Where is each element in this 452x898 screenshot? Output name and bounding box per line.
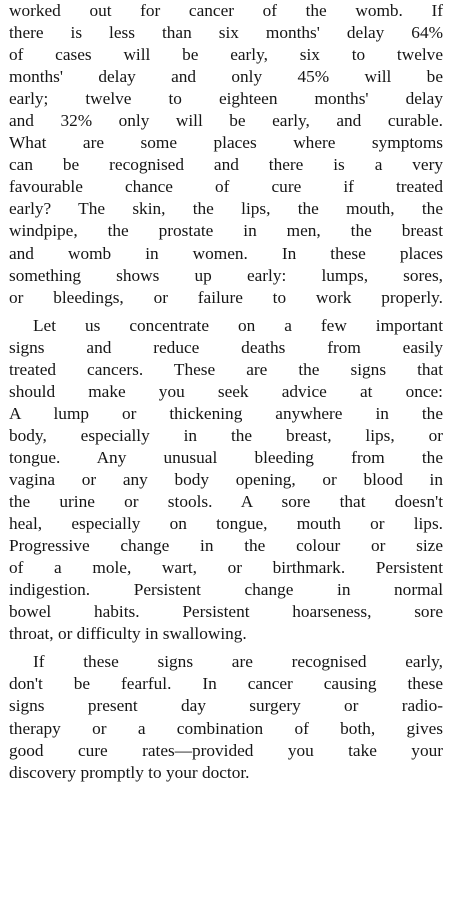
- text-line: tongue. Any unusual bleeding from the: [9, 447, 443, 467]
- text-line: body, especially in the breast, lips, or: [9, 425, 443, 445]
- text-line: discovery promptly to your doctor.: [9, 762, 250, 782]
- text-line: Progressive change in the colour or size: [9, 536, 443, 556]
- text-line: throat, or difficulty in swallowing.: [9, 624, 247, 644]
- paragraph-warning-signs: [9, 315, 443, 646]
- text-line: treated cancers. These are the signs that: [9, 359, 443, 379]
- text-line: of a mole, wart, or birthmark. Persistent: [9, 558, 443, 578]
- text-line: don't be fearful. In cancer causing these: [9, 674, 443, 694]
- text-line: early; twelve to eighteen months' delay: [9, 89, 443, 109]
- text-line: worked out for cancer of the womb. If: [9, 1, 443, 20]
- text-line: vagina or any body opening, or blood in: [9, 469, 443, 489]
- text-line: and 32% only will be early, and curable.: [9, 111, 443, 131]
- text-line: What are some places where symptoms: [9, 133, 443, 153]
- article-page: [9, 0, 443, 784]
- text-line: can be recognised and there is a very: [9, 155, 443, 175]
- paragraph-treatment: [9, 651, 443, 783]
- text-line: signs and reduce deaths from easily: [9, 337, 443, 357]
- text-line: or bleedings, or failure to work properly.: [9, 287, 443, 307]
- text-line: heal, especially on tongue, mouth or lips.: [9, 514, 443, 534]
- text-line: If these signs are recognised early,: [33, 652, 443, 672]
- text-line: of cases will be early, six to twelve: [9, 45, 443, 65]
- text-line: and womb in women. In these places: [9, 243, 443, 263]
- text-line: favourable chance of cure if treated: [9, 177, 443, 197]
- text-line: the urine or stools. A sore that doesn't: [9, 492, 443, 512]
- text-line: A lump or thickening anywhere in the: [9, 403, 443, 423]
- text-line: good cure rates—provided you take your: [9, 740, 443, 760]
- text-line: signs present day surgery or radio-: [9, 696, 443, 716]
- text-line: indigestion. Persistent change in normal: [9, 580, 443, 600]
- text-line: something shows up early: lumps, sores,: [9, 265, 443, 285]
- text-line: early? The skin, the lips, the mouth, the: [9, 199, 443, 219]
- text-line: should make you seek advice at once:: [9, 381, 443, 401]
- text-line: there is less than six months' delay 64%: [9, 23, 443, 43]
- text-line: bowel habits. Persistent hoarseness, sore: [9, 602, 443, 622]
- text-line: windpipe, the prostate in men, the breast: [9, 221, 443, 241]
- text-line: Let us concentrate on a few important: [33, 315, 443, 335]
- text-line: therapy or a combination of both, gives: [9, 718, 443, 738]
- paragraph-statistics: [9, 0, 443, 309]
- text-line: months' delay and only 45% will be: [9, 67, 443, 87]
